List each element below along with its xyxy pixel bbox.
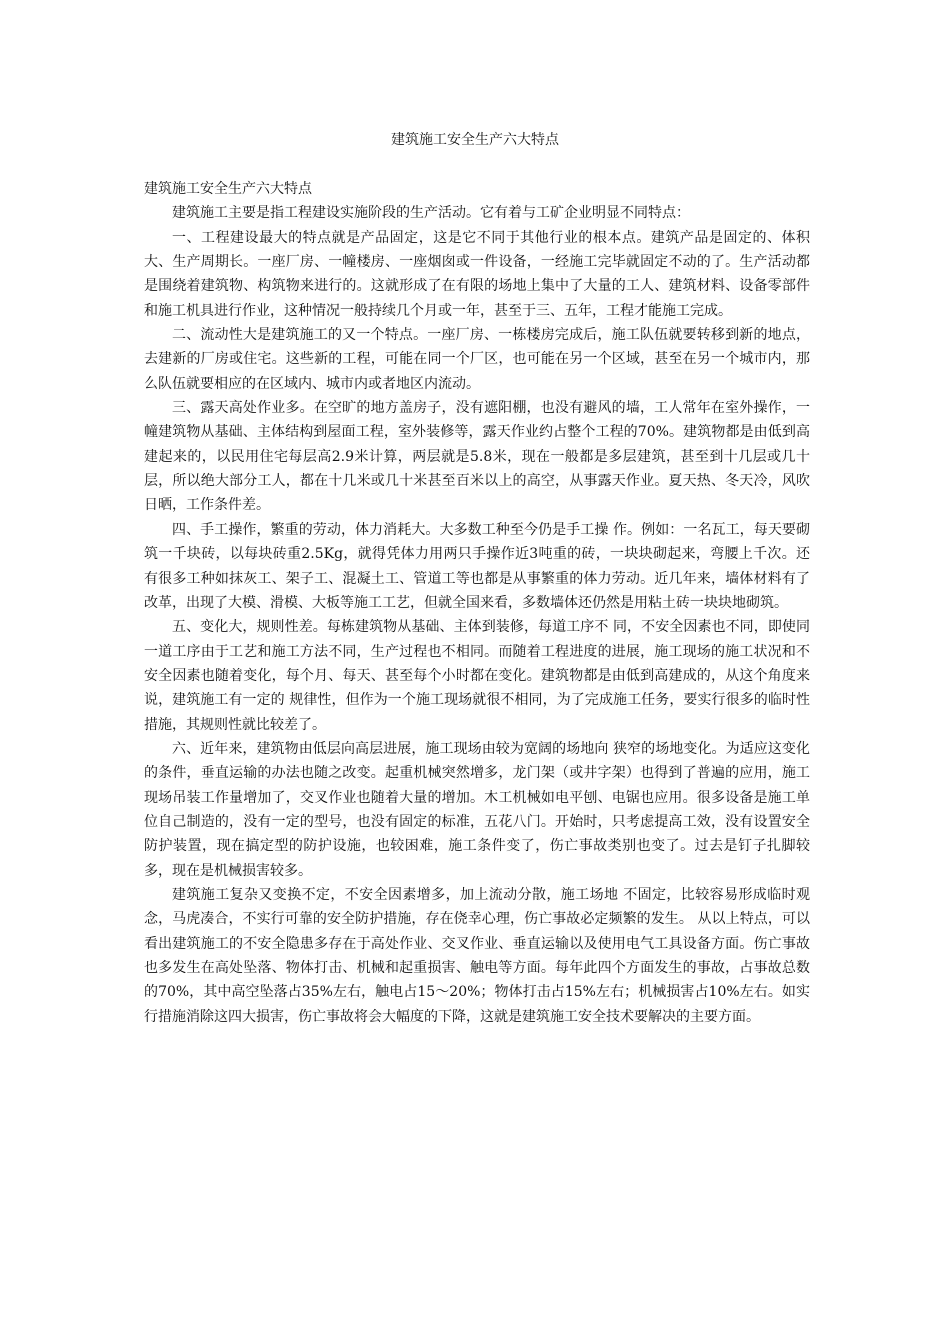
paragraph-5: 五、变化大，规则性差。每栋建筑物从基础、主体到装修，每道工序不 同，不安全因素也不同，即使同一道工序由于工艺和施工方法不同，生产过程也不相同。而随着工程进度的进展，施工现场的施工状况和不安全因素也随着变化，每个月、每天、甚至每个小时都在变化。建筑物都是由低到高建成的，从这个角度来说，建筑施工有一定的 规律性，但作为一个施工现场就很不相同，为了完成施工任务，要实行很多的临时性措施，其规则性就比较差了。 <box>144 619 810 733</box>
paragraph-4: 四、手工操作，繁重的劳动，体力消耗大。大多数工种至今仍是手工操 作。例如：一名瓦工，每天要砌筑一千块砖，以每块砖重2.5Kg，就得凭体力用两只手操作近3吨重的砖，一块块砌起来，弯腰上千次。还有很多工种如抹灰工、架子工、混凝土工、管道工等也都是从事繁重的体力劳动。近几年来，墙体材料有了改革，出现了大模、滑模、大板等施工工艺，但就全国来看，多数墙体还仍然是用粘土砖一块块地砌筑。 <box>144 521 810 611</box>
document-body <box>144 177 810 1029</box>
paragraph-6: 六、近年来，建筑物由低层向高层进展，施工现场由较为宽阔的场地向 狭窄的场地变化。为适应这变化的条件，垂直运输的办法也随之改变。起重机械突然增多，龙门架（或井字架）也得到了普遍的应用，施工现场吊装工作量增加了，交叉作业也随着大量的增加。木工机械如电平刨、电锯也应用。很多设备是施工单位自己制造的，没有一定的型号，也没有固定的标准，五花八门。开始时，只考虑提高工效，没有设置安全防护装置，现在搞定型的防护设施，也较困难，施工条件变了，伤亡事故类别也变了。过去是钉子扎脚较多，现在是机械损害较多。 <box>144 740 810 879</box>
paragraph-2: 二、流动性大是建筑施工的又一个特点。一座厂房、一栋楼房完成后，施工队伍就要转移到新的地点，去建新的厂房或住宅。这些新的工程，可能在同一个厂区，也可能在另一个区域，甚至在另一个城市内，那么队伍就要相应的在区域内、城市内或者地区内流动。 <box>144 327 810 392</box>
paragraph-3: 三、露天高处作业多。在空旷的地方盖房子，没有遮阳棚，也没有避风的墙，工人常年在室外操作，一幢建筑物从基础、主体结构到屋面工程，室外装修等，露天作业约占整个工程的70%。建筑物都是由低到高建起来的，以民用住宅每层高2.9米计算，两层就是5.8米，现在一般都是多层建筑，甚至到十几层或几十层，所以绝大部分工人，都在十几米或几十米甚至百米以上的高空，从事露天作业。夏天热、冬天冷，风吹日晒，工作条件差。 <box>144 400 810 514</box>
page-title: 建筑施工安全生产六大特点 <box>391 132 559 148</box>
section-heading: 建筑施工安全生产六大特点 <box>144 181 312 197</box>
paragraph-1: 一、工程建设最大的特点就是产品固定，这是它不同于其他行业的根本点。建筑产品是固定的、体积大、生产周期长。一座厂房、一幢楼房、一座烟囱或一件设备，一经施工完毕就固定不动的了。生产活动都是围绕着建筑物、构筑物来进行的。这就形成了在有限的场地上集中了大量的工人、建筑材料、设备零部件和施工机具进行作业，这种情况一般持续几个月或一年，甚至于三、五年，工程才能施工完成。 <box>144 229 810 319</box>
paragraph-conclusion: 建筑施工复杂又变换不定，不安全因素增多，加上流动分散，施工场地 不固定，比较容易形成临时观念，马虎凑合，不实行可靠的安全防护措施，存在侥幸心理，伤亡事故必定频繁的发生。 从以上特点，可以看出建筑施工的不安全隐患多存在于高处作业、交叉作业、垂直运输以及使用电气工具设备方面。伤亡事故也多发生在高处坠落、物体打击、机械和起重损害、触电等方面。每年此四个方面发生的事故，占事故总数的70%，其中高空坠落占35%左右，触电占15～20%；物体打击占15%左右；机械损害占10%左右。如实行措施消除这四大损害，伤亡事故将会大幅度的下降，这就是建筑施工安全技术要解决的主要方面。 <box>144 886 810 1025</box>
paragraph-intro: 建筑施工主要是指工程建设实施阶段的生产活动。它有着与工矿企业明显不同特点： <box>172 205 690 222</box>
